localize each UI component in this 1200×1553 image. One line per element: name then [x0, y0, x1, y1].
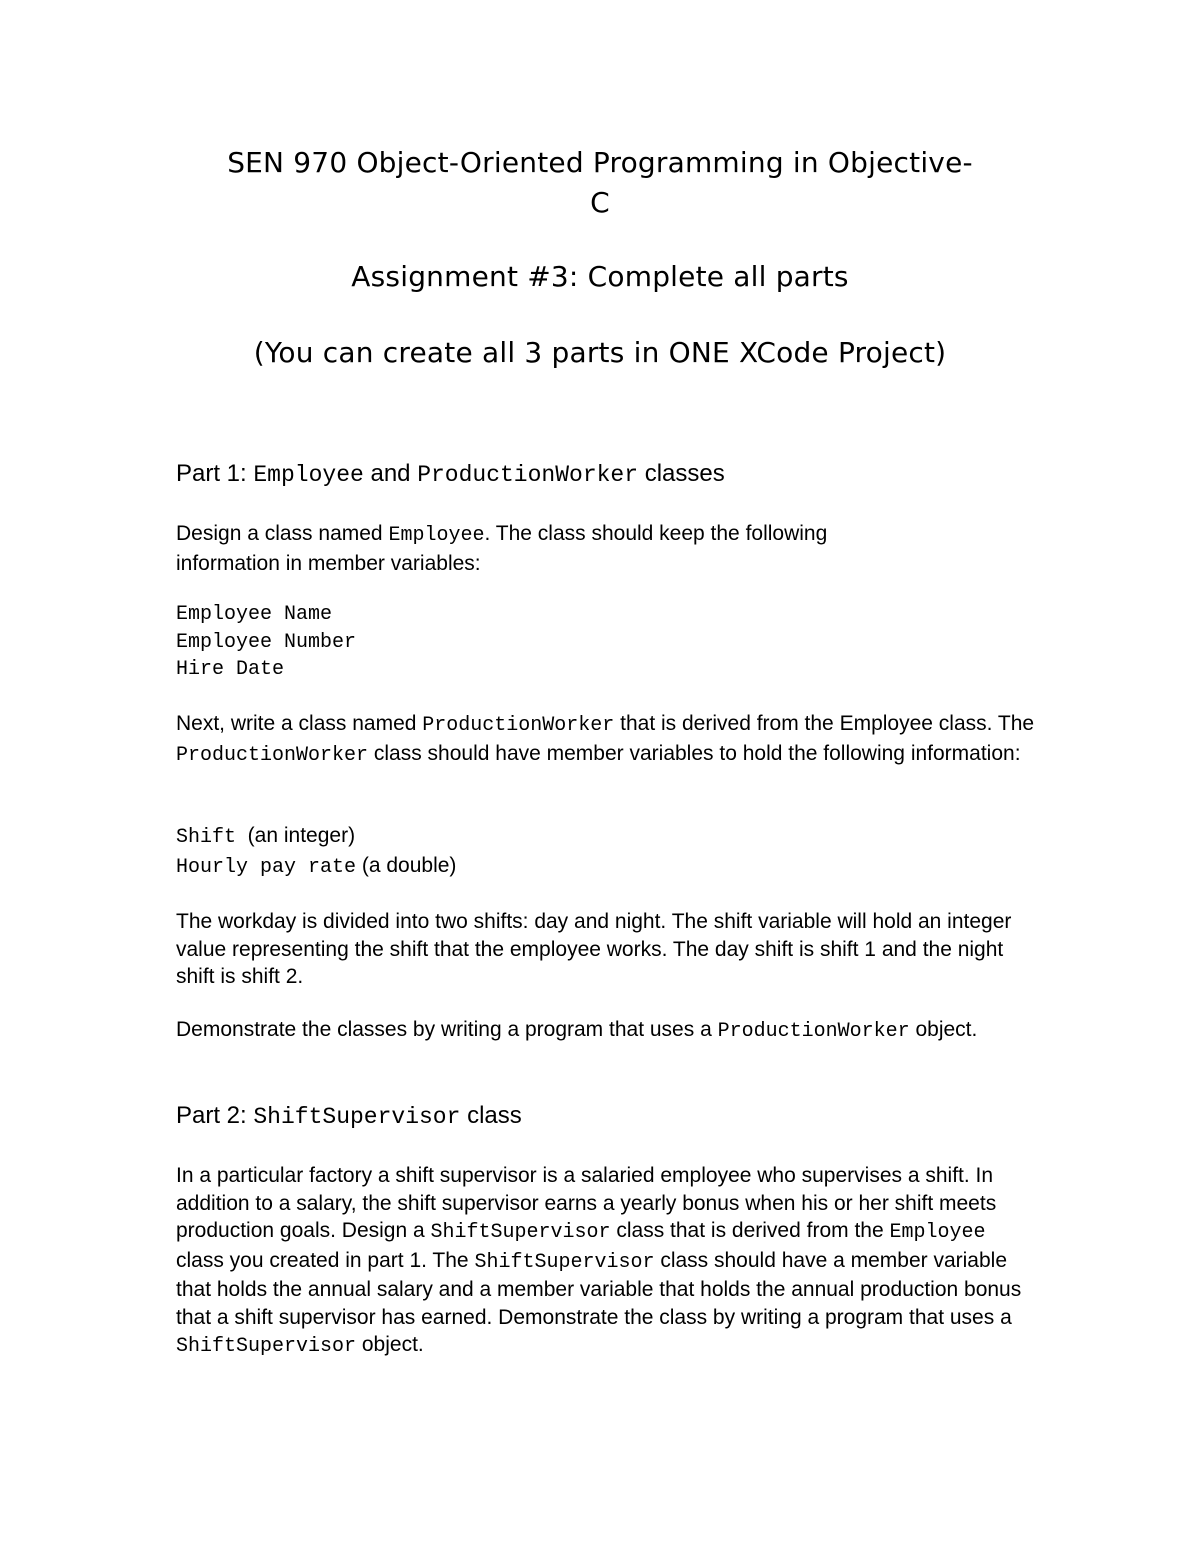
field-employee-number: Employee Number: [176, 630, 357, 654]
part1-p1-text1: Design a class named: [176, 522, 389, 545]
part2-text2: class that is derived from the: [610, 1219, 890, 1242]
field-shift-code: Shift: [176, 826, 237, 849]
part1-p4-text1: Demonstrate the classes by writing a program that uses a: [176, 1018, 718, 1041]
course-title: [150, 143, 1050, 223]
field-hire-date: Hire Date: [176, 658, 285, 681]
employee-fields-list: [176, 601, 1036, 684]
part1-p2-text3: class should have member variables to hold the following information:: [368, 741, 1021, 765]
field-hourly-rate: [176, 852, 1036, 882]
part2-code1: ShiftSupervisor: [430, 1221, 611, 1244]
assignment-title: Assignment #3: Complete all parts: [351, 260, 849, 293]
course-title-line1: SEN 970 Object-Oriented Programming in Objective-: [227, 146, 973, 179]
part1-heading-suffix: classes: [638, 460, 725, 487]
part1-paragraph2: [176, 710, 1036, 769]
part1-heading-class1: Employee: [253, 462, 364, 488]
assignment-note: (You can create all 3 parts in ONE XCode Project): [253, 336, 947, 369]
part1-p4-code1: ProductionWorker: [717, 1020, 910, 1043]
part1-p2-text1: Next, write a class named: [176, 712, 423, 735]
field-employee-name: Employee Name: [176, 603, 333, 626]
part1-paragraph3: The workday is divided into two shifts: day and night. The shift variable will hold an integer value representing the shift that the employee works. The day shift is shift 1 and the night shift is shift 2.: [176, 910, 1012, 988]
part2-text1: In a particular factory a shift supervisor is a salaried employee who supervises a shift. In addition to a salary, the shift supervisor earns a yearly bonus when his or her shift meets production goals. Design a: [176, 1164, 997, 1242]
part1-heading-prefix: Part 1:: [176, 460, 254, 487]
part2-heading-class: ShiftSupervisor: [253, 1104, 461, 1130]
field-rate-note: (a double): [356, 853, 457, 877]
part2-heading-suffix: class: [460, 1102, 522, 1129]
part1-paragraph1: [176, 520, 936, 577]
part2-heading-prefix: Part 2:: [176, 1102, 254, 1129]
part2-code4: ShiftSupervisor: [176, 1335, 357, 1358]
field-shift-note: (an integer): [236, 824, 356, 847]
part1-p1-text2: . The class should keep the following information in member variables:: [176, 522, 828, 575]
part1-p1-code1: Employee: [388, 524, 485, 547]
production-fields-list: [176, 822, 1036, 881]
part2-paragraph: [176, 1162, 1036, 1361]
part2-code3: ShiftSupervisor: [474, 1250, 655, 1274]
part1-p4-text2: object.: [909, 1018, 978, 1041]
part1-p2-code1: ProductionWorker: [422, 714, 615, 737]
part1-p2-code2: ProductionWorker: [176, 743, 369, 767]
part2-text4: class should have a member variable that holds the annual salary and a member variable that holds the annual production bonus that a shift supervisor has earned. Demonstrate the class by writing a program that uses a: [176, 1248, 1022, 1329]
course-title-line2: C: [590, 186, 610, 219]
field-rate-code: Hourly pay rate: [176, 855, 357, 879]
part1-heading-and: and: [363, 460, 418, 487]
part1-p2-text2: that is derived from the Employee class. The: [614, 712, 1035, 735]
part2-text3: class you created in part 1. The: [176, 1248, 475, 1272]
part2-heading: [176, 1101, 1076, 1132]
part2-code2: Employee: [889, 1221, 986, 1244]
part2-text5: object.: [356, 1333, 424, 1356]
part1-heading: [176, 459, 1076, 490]
part1-paragraph4: [176, 1016, 1036, 1046]
field-shift: [176, 822, 1036, 852]
part1-heading-class2: ProductionWorker: [417, 462, 639, 488]
